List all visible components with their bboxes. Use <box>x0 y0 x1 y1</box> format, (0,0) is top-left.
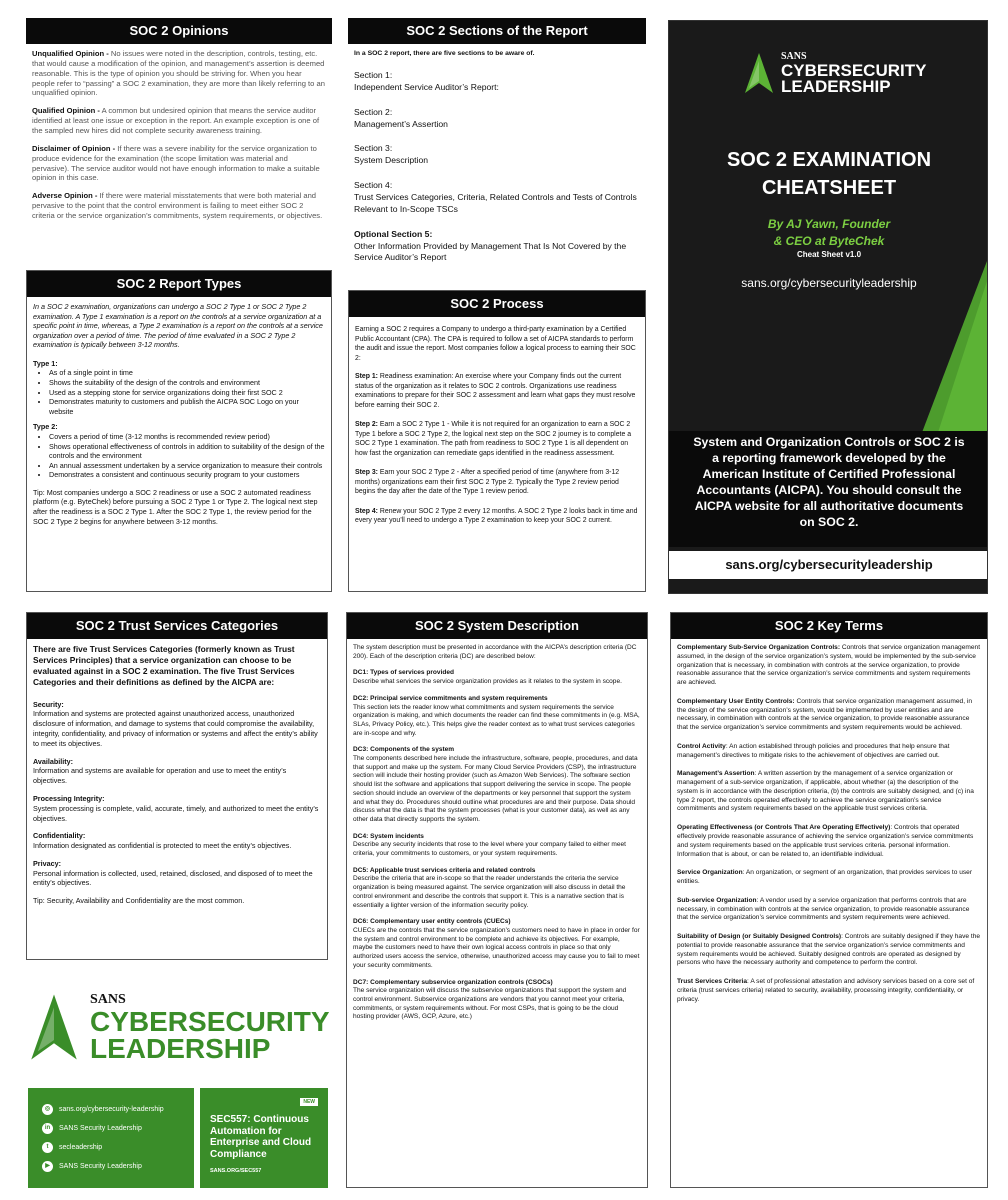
sysdesc-item <box>353 918 641 970</box>
keyterm-item <box>677 897 981 923</box>
opinion-text: A common but undesired opinion that means the service auditor identified at least one issue or exception in the report. An example exception is one of the sampled new hires did not complete security awareness training. <box>32 106 320 136</box>
in-icon: in <box>42 1123 53 1134</box>
opinion-term: Disclaimer of Opinion - <box>32 143 116 153</box>
sysdesc-body <box>347 639 647 1035</box>
keyterm-text: : An organization, or segment of an organization, that provides services to user entities. <box>677 869 973 886</box>
cover-brand-1: CYBERSECURITY <box>781 61 927 80</box>
report-type-bullet: • Demonstrates a consistent and continuous security program to your customers <box>49 470 325 480</box>
promo-course-url[interactable]: SANS.ORG/SEC557 <box>210 1168 262 1174</box>
section-text: Trust Services Categories, Criteria, Related Controls and Tests of Controls Relevant to In-Scope TSCs <box>354 192 637 214</box>
keyterm-item <box>677 698 981 733</box>
tsc-label: Confidentiality: <box>33 831 86 841</box>
cover-accent-triangle-2 <box>932 281 987 451</box>
section-text: Other Information Provided by Management That Is Not Covered by the Service Auditor’s Report <box>354 240 627 263</box>
bottom-brand-sans: SANS <box>90 992 126 1007</box>
report-type-bullet: • Shows operational effectiveness of controls in addition to suitability of the design of the controls and the environment <box>49 442 325 461</box>
type1-label: Type 1: <box>33 358 58 368</box>
sections-body <box>348 44 646 282</box>
section-label: Optional Section 5: <box>354 228 433 239</box>
keyterms-title: SOC 2 Key Terms <box>671 613 987 639</box>
sysdesc-item <box>353 746 641 824</box>
promo-link[interactable] <box>42 1142 180 1153</box>
keyterm-text: : A written assertion by the management of a service organization or management of a sub-service organization, if applicable, about whether (a) the description of the system is in accordance with the description criteria, (b) the controls are suitably designed, and (c) ina type 2 report, the controls operated effectively to achieve the service organization’s service commitments and system requirements based on the applicable trust services criteria. <box>677 770 974 813</box>
process-title: SOC 2 Process <box>349 291 645 317</box>
opinion-term: Adverse Opinion - <box>32 191 98 201</box>
section-item <box>354 229 640 265</box>
report-types-body <box>27 297 331 537</box>
tsc-title: SOC 2 Trust Services Categories <box>27 613 327 639</box>
tsc-label: Processing Integrity: <box>33 793 105 803</box>
section-text: System Description <box>354 155 429 166</box>
tsc-body <box>27 639 327 917</box>
keyterm-term: Operating Effectiveness (or Controls That Are Operating Effectively) <box>677 824 891 832</box>
sysdesc-label: DC7: Complementary subservice organization controls (CSOCs) <box>353 978 553 986</box>
keyterm-term: Complementary Sub-Service Organization Controls: <box>677 644 841 651</box>
promo-links-box <box>28 1088 194 1188</box>
tsc-text: System processing is complete, valid, accurate, timely, and authorized to meet the entity’s objectives. <box>33 803 319 823</box>
cover-author-2: & CEO at ByteChek <box>773 234 885 248</box>
report-types-intro: In a SOC 2 examination, organizations can undergo a SOC 2 Type 1 or SOC 2 Type 2 examination. A Type 1 examination is a report on the controls at a service organization at a specific point in time, whereas, a Type 2 examination is a report on the controls at a service organization over a period of time. The period of time evaluated in a SOC 2 Type 2 examination is typically between 3-12 months. <box>33 302 323 350</box>
section-item <box>354 70 640 94</box>
process-step-label: Step 3: <box>355 469 378 477</box>
keyterm-term: Trust Services Criteria <box>677 978 748 986</box>
sections-title: SOC 2 Sections of the Report <box>348 18 646 44</box>
opinion-text: If there were material misstatements that were both material and pervasive to the point that the control environment is failing to meet either SOC 2 criteria or the service organization’s commitments, system requirements, or objectives. <box>32 191 323 221</box>
report-types-tip: Tip: Most companies undergo a SOC 2 readiness or use a SOC 2 automated readiness platform (e.g. ByteChek) before pursuing a SOC 2 Type 1 or Type 2. The logical next step after the readiness is a SOC 2 Type 1. After the SOC 2 Type 1, the review period for the SOC 2 Type 2 begins for anywhere between 3-12 months. <box>33 487 318 526</box>
process-step-label: Step 1: <box>355 373 378 381</box>
type1-list <box>43 368 325 416</box>
sysdesc-item <box>353 695 641 739</box>
report-type-bullet: • Demonstrates maturity to customers and publish the AICPA SOC Logo on your website <box>49 397 325 416</box>
bottom-brand-1: CYBERSECURITY <box>90 1006 330 1037</box>
sysdesc-text: The components described here include the infrastructure, software, people, procedures, and data that support and make up the system. For many Cloud Service Providers (CSP), the infrastructure section will include their hosting provider (such as Amazon Web Services). The software section should list the software and applications that support delivering the service in scope. The people section should include an overview of the departments or key personnel that support the system and what they do. Procedures should outline what procedures are and their purpose. Data should discuss what the data is that the system processes (what is your customer data), as well as any other data that directly supports the system. <box>353 755 638 823</box>
sections-list <box>354 70 640 264</box>
process-step <box>355 420 639 458</box>
process-step <box>355 507 639 526</box>
sysdesc-label: DC3: Components of the system <box>353 746 455 754</box>
cover-title-1: SOC 2 EXAMINATION <box>726 149 932 171</box>
opinion-item <box>32 106 326 136</box>
section-label: Section 3: <box>354 143 393 154</box>
opinion-term: Unqualified Opinion - <box>32 49 109 58</box>
section-label: Section 2: <box>354 106 393 117</box>
sans-arrow-icon-large <box>28 992 80 1062</box>
section-item <box>354 107 640 131</box>
promo-link-text: SANS Security Leadership <box>59 1125 142 1132</box>
type2-list <box>43 432 325 480</box>
keyterm-item <box>677 743 981 761</box>
sysdesc-text: Describe what services the service organization provides as it relates to the system in scope. <box>353 678 622 686</box>
tsc-label: Availability: <box>33 756 74 766</box>
keyterm-term: Management’s Assertion <box>677 770 755 778</box>
sysdesc-item <box>353 669 641 686</box>
tsc-intro: There are five Trust Services Categories (formerly known as Trust Services Principles) that a service organization can choose to be evaluated against in a SOC 2 examination. The five Trust Services Categories and their definitions as defined by the AICPA are: <box>33 644 295 687</box>
promo-link-text: secleadership <box>59 1144 103 1151</box>
sysdesc-text: The service organization will discuss the subservice organizations that support the system and control environment. Subservice organizations are vendors that you cannot meet your criteria, commitments, or system requirements without. For most CSPs, that is going to be the cloud hosting provider (AWS, GCP, Azure, etc.) <box>353 987 627 1021</box>
sysdesc-label: DC1: Types of services provided <box>353 669 455 677</box>
sysdesc-label: DC6: Complementary user entity controls (CUECs) <box>353 918 511 926</box>
sysdesc-text: Describe the criteria that are in-scope so that the reader understands the criteria the service organization is being measured against. The service organization will also discuss in detail the control environment and describe the controls that support it. This is a narrative section that is essentially a lighter version of the information security policy. <box>353 875 626 909</box>
opinion-item <box>32 191 326 221</box>
process-step-text: Renew your SOC 2 Type 2 every 12 months. A SOC 2 Type 2 looks back in time and every year you’ll need to undergo a Type 2 examination to keep your SOC 2 current. <box>355 507 638 525</box>
tsc-item <box>33 794 321 823</box>
keyterm-text: : A set of professional attestation and advisory services based on a core set of criteria (trust services criteria) related to security, availability, processing integrity, confidentiality, or privacy. <box>677 978 975 1003</box>
sysdesc-label: DC2: Principal service commitments and system requirements <box>353 694 548 702</box>
promo-link-text: SANS Security Leadership <box>59 1163 142 1170</box>
bottom-brand-2: LEADERSHIP <box>90 1032 271 1064</box>
opinions-panel <box>26 18 332 270</box>
keyterm-text: Controls that service organization management assumed, in the design of the service organization’s system, would be implemented by user entities and are necessary, in combination with controls at the service organization, to provide reasonable assurance that the service organization’s service commitments and system requirements would be achieved. <box>677 697 972 732</box>
opinion-item <box>32 49 326 98</box>
process-step-text: Readiness examination: An exercise where your Company finds out the current status of the organization as it relates to SOC 2 controls. Organizations use readiness examinations to prepare for their SOC 2 assessment and learn what gaps they must resolve before earning their SOC 2. <box>355 373 636 409</box>
cover-logo <box>743 51 926 95</box>
tsc-text: Information and systems are protected against unauthorized access, unauthorized disclosure of information, and damage to systems that could compromise the availability, integrity, confidentiality, and privacy of information or systems and affect the entity’s ability to meet its objectives. <box>33 709 318 748</box>
opinion-text: If there was a severe inability for the service organization to produce evidence for the examination (the scope limitation was material and pervasive). The service auditor would not have enough information to make a suitable opinion in this case. <box>32 143 320 183</box>
keyterm-item <box>677 824 981 859</box>
section-item <box>354 180 640 216</box>
sections-panel <box>348 18 646 292</box>
cover-version: Cheat Sheet v1.0 <box>796 250 862 259</box>
keyterm-text: : Controls are suitably designed if they have the potential to provide reasonable assurance that the service organization’s service commitments and system requirements would be achieved. Suitably designed controls are operated as designed by persons who have the necessary authority and competence to perform the control. <box>677 933 981 967</box>
sysdesc-title: SOC 2 System Description <box>347 613 647 639</box>
promo-link-text: sans.org/cybersecurity-leadership <box>59 1106 164 1113</box>
yt-icon: ▶ <box>42 1161 53 1172</box>
keyterm-item <box>677 933 981 968</box>
type2-label: Type 2: <box>33 422 58 432</box>
cover-author-1: By AJ Yawn, Founder <box>767 217 891 231</box>
process-step-text: Earn a SOC 2 Type 1 - While it is not required for an organization to earn a SOC 2 Type 1 before a SOC 2 Type 2, the logical next step on the SOC 2 journey is to complete a SOC 2 Type 1 examination. The path from readiness to SOC 2 Type 1 is all dependent on how fast the organization can remediate gaps identified in the readiness assessment. <box>355 421 632 457</box>
sysdesc-item <box>353 867 641 911</box>
sysdesc-text: Describe any security incidents that rose to the level where your company failed to either meet criteria, your commitments to customers, or your system requirements. <box>353 841 626 858</box>
sections-intro: In a SOC 2 report, there are five sections to be aware of. <box>354 50 535 57</box>
keyterm-item <box>677 978 981 1004</box>
opinion-item <box>32 144 326 183</box>
tsc-text: Information designated as confidential is protected to meet the entity’s objectives. <box>33 841 292 851</box>
process-step <box>355 372 639 410</box>
keyterm-term: Suitability of Design (or Suitably Designed Controls) <box>677 933 842 941</box>
sysdesc-item <box>353 833 641 859</box>
promo-course: SEC557: Continuous Automation for Enterprise and Cloud Compliance <box>210 1114 312 1160</box>
report-type-bullet: • Used as a stepping stone for service organizations doing their first SOC 2 <box>49 388 325 398</box>
sysdesc-text: This section lets the reader know what commitments and system requirements the service organization is making, and which documents the reader can find these commitments in (e.g. MSA, SLAs, Privacy Policy, etc.). This helps give the reader context as to what trust services categories are in-scope and why. <box>353 703 640 737</box>
sysdesc-text: CUECs are the controls that the service organization’s customers need to have in place in order for the system and control environment to be complete and achieve its objectives. For example, maybe the customers need to have their own logical access controls in place so that only authorized users access the service, otherwise, unauthorized access may cause you to fail to meet your security commitments. <box>353 926 640 969</box>
keyterm-item <box>677 770 981 814</box>
promo-link[interactable] <box>42 1123 180 1134</box>
report-type-bullet: • An annual assessment undertaken by a service organization to measure their controls <box>49 461 325 471</box>
section-text: Independent Service Auditor’s Report: <box>354 81 499 92</box>
keyterm-term: Complementary User Entity Controls: <box>677 697 795 705</box>
promo-link[interactable] <box>42 1104 180 1115</box>
process-panel <box>348 290 646 592</box>
tsc-panel <box>26 612 328 960</box>
keyterm-term: Service Organization <box>677 869 743 877</box>
report-type-bullet: • Shows the suitability of the design of the controls and environment <box>49 378 325 388</box>
sans-arrow-icon <box>743 53 775 93</box>
keyterm-term: Sub-service Organization <box>677 896 757 904</box>
section-text: Management’s Assertion <box>354 118 448 129</box>
keyterm-text: Controls that service organization management assumed, in the design of the service organization’s system, would be implemented by the sub-service organization that is necessary, in combination with controls at the service organization, to provide reasonable assurance that the service organization’s service commitments and system requirements are achieved. <box>677 644 981 687</box>
web-icon: ◎ <box>42 1104 53 1115</box>
section-item <box>354 143 640 167</box>
cover-url-2[interactable]: sans.org/cybersecurityleadership <box>669 551 988 579</box>
process-step-text: Earn your SOC 2 Type 2 - After a specified period of time (anywhere from 3-12 months) organizations earn their first SOC 2 Type 2. Typically the Type 2 review period begins the day after the date of the Type 1 review period. <box>355 469 620 496</box>
report-type-bullet: • Covers a period of time (3-12 months is recommended review period) <box>49 432 325 442</box>
sysdesc-list <box>353 669 641 1022</box>
promo-links <box>42 1104 180 1172</box>
cover-blurb: System and Organization Controls or SOC 2 is a reporting framework developed by the American Institute of Certified Professional Accountants (AICPA). You should consult the AICPA website for all authoritative documents on SOC 2. <box>693 435 965 529</box>
cover-blurb-box <box>669 431 988 547</box>
sysdesc-label: DC5: Applicable trust services criteria and related controls <box>353 866 536 874</box>
process-steps <box>355 372 639 526</box>
promo-course-box[interactable] <box>200 1088 328 1188</box>
tsc-item <box>33 757 321 786</box>
opinion-text: No issues were noted in the description, controls, testing, etc. that would cause a modification of the opinion, and management’s assertion is deemed reasonable. This is the type of opinion you should be striving for. When you hear people refer to “passing” a SOC 2 examination, they are more than likely referring to an unqualified opinion. <box>32 49 325 98</box>
opinion-term: Qualified Opinion - <box>32 106 100 116</box>
keyterm-item <box>677 644 981 688</box>
section-label: Section 4: <box>354 180 393 191</box>
process-step-label: Step 4: <box>355 507 378 515</box>
report-type-bullet: • As of a single point in time <box>49 368 325 378</box>
sysdesc-panel <box>346 612 648 1188</box>
keyterm-text: : An action established through policies and procedures that help ensure that management’s directives to mitigate risks to the achievement of objectives are carried out. <box>677 742 950 759</box>
keyterms-list <box>671 639 987 1020</box>
cover-title-2: CHEATSHEET <box>761 177 897 199</box>
promo-badge: NEW <box>300 1098 318 1106</box>
sysdesc-item <box>353 979 641 1023</box>
cover-brand-sans: SANS <box>781 51 807 62</box>
process-intro: Earning a SOC 2 requires a Company to undergo a third-party examination by a Certified Public Accountant (CPA). The CPA is required to follow a set of AICPA standards to perform the audit and issue the report. Most companies follow a logical process to earning their SOC 2: <box>355 326 636 362</box>
tsc-text: Personal information is collected, used, retained, disclosed, and disposed of to meet the entity’s objectives. <box>33 868 313 888</box>
tsc-item <box>33 859 321 888</box>
keyterm-item <box>677 869 981 887</box>
process-step-label: Step 2: <box>355 421 378 429</box>
keyterms-panel <box>670 612 988 1188</box>
opinions-body <box>26 44 332 234</box>
cover-url[interactable]: sans.org/cybersecurityleadership <box>741 276 917 290</box>
tsc-item <box>33 831 321 851</box>
cover-panel <box>668 20 988 594</box>
tsc-item <box>33 700 321 749</box>
section-label: Section 1: <box>354 70 393 81</box>
tsc-list <box>33 700 321 889</box>
report-types-title: SOC 2 Report Types <box>27 271 331 297</box>
keyterm-text: : Controls that operated effectively provide reasonable assurance of achieving the service organization’s service commitments and system requirements based on the applicable trust services criteria. personal information. Information that is about, or can be related to, an identifiable individual. <box>677 824 974 858</box>
tsc-label: Security: <box>33 699 64 709</box>
bottom-logo <box>28 992 330 1062</box>
tsc-tip: Tip: Security, Availability and Confidentiality are the most common. <box>33 896 245 906</box>
keyterm-text: : A vendor used by a service organization that performs controls that are necessary, in combination with controls at the service organization, to provide reasonable assurance that the service organization’s service commitments and system requirements were achieved. <box>677 896 970 922</box>
cover-brand-2: LEADERSHIP <box>781 77 891 97</box>
sysdesc-intro: The system description must be presented in accordance with the AICPA’s description criteria (DC 200). Each of the description criteria (DC) are described below: <box>353 644 637 660</box>
sysdesc-label: DC4: System incidents <box>353 832 424 840</box>
report-types-panel <box>26 270 332 592</box>
tsc-text: Information and systems are available for operation and use to meet the entity’s objectives. <box>33 766 287 786</box>
promo-link[interactable] <box>42 1161 180 1172</box>
tsc-label: Privacy: <box>33 858 61 868</box>
tw-icon: t <box>42 1142 53 1153</box>
opinions-title: SOC 2 Opinions <box>26 18 332 44</box>
keyterm-term: Control Activity <box>677 742 726 750</box>
process-step <box>355 468 639 497</box>
process-body <box>349 317 645 541</box>
